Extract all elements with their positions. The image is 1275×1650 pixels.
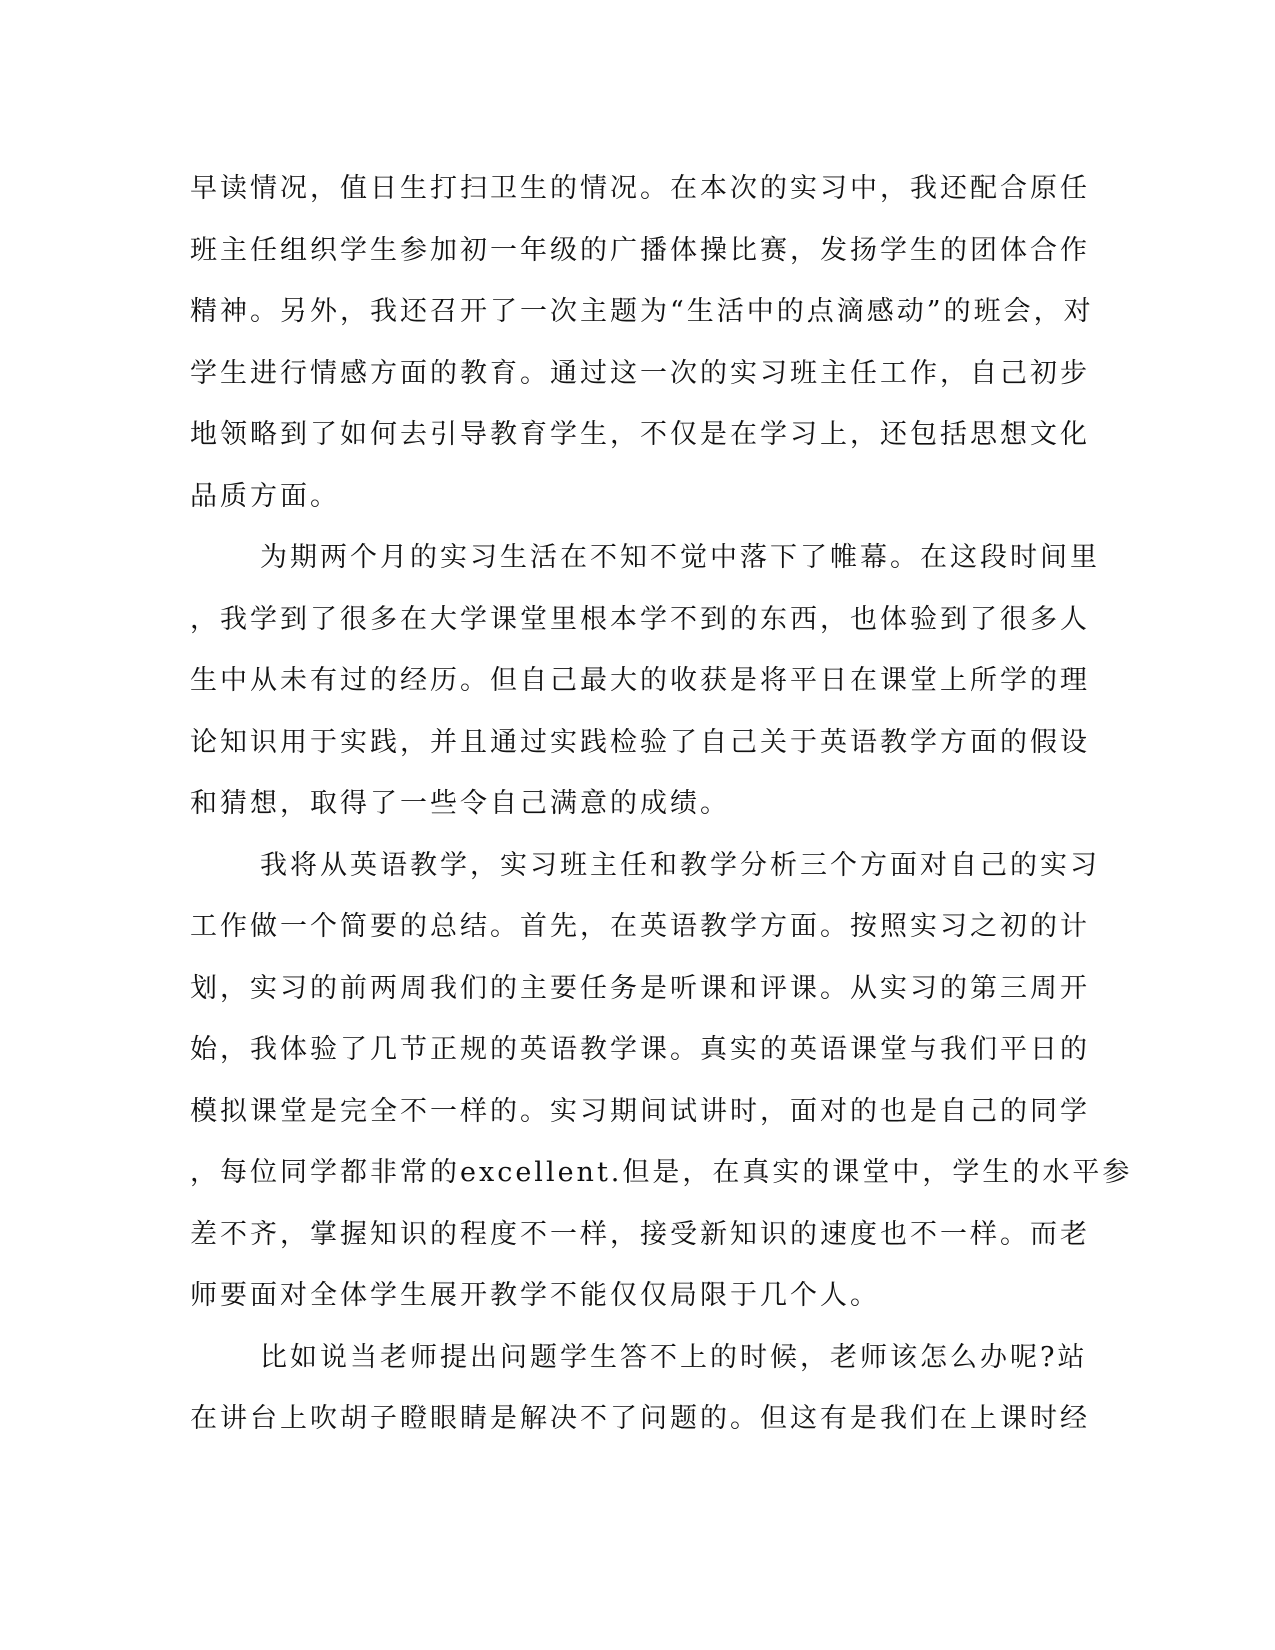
text-line: 模拟课堂是完全不一样的。实习期间试讲时，面对的也是自己的同学 <box>190 1095 1090 1127</box>
paragraph-first-line: 为期两个月的实习生活在不知不觉中落下了帷幕。在这段时间里 <box>260 542 1100 573</box>
text-line: 师要面对全体学生展开教学不能仅仅局限于几个人。 <box>190 1280 880 1311</box>
text-line: 划，实习的前两周我们的主要任务是听课和评课。从实习的第三周开 <box>190 972 1090 1004</box>
text-line: 精神。另外，我还召开了一次主题为“生活中的点滴感动”的班会，对 <box>190 296 1094 327</box>
paragraph-first-line: 比如说当老师提出问题学生答不上的时候，老师该怎么办呢?站 <box>260 1341 1088 1373</box>
body-text <box>190 158 1133 1450</box>
text-line: 学生进行情感方面的教育。通过这一次的实习班主任工作，自己初步 <box>190 357 1090 389</box>
text-line: ，每位同学都非常的excellent.但是，在真实的课堂中，学生的水平参 <box>190 1157 1133 1188</box>
text-line: 班主任组织学生参加初一年级的广播体操比赛，发扬学生的团体合作 <box>190 234 1090 266</box>
text-line: ，我学到了很多在大学课堂里根本学不到的东西，也体验到了很多人 <box>190 603 1090 635</box>
text-line: 始，我体验了几节正规的英语教学课。真实的英语课堂与我们平日的 <box>190 1034 1090 1065</box>
paragraph-first-line: 我将从英语教学，实习班主任和教学分析三个方面对自己的实习 <box>260 849 1100 881</box>
text-line: 和猜想，取得了一些令自己满意的成绩。 <box>190 788 730 819</box>
text-line: 品质方面。 <box>190 480 340 512</box>
text-line: 生中从未有过的经历。但自己最大的收获是将平日在课堂上所学的理 <box>190 665 1090 696</box>
text-line: 工作做一个简要的总结。首先，在英语教学方面。按照实习之初的计 <box>190 911 1090 942</box>
text-line: 在讲台上吹胡子瞪眼睛是解决不了问题的。但这有是我们在上课时经 <box>190 1403 1090 1434</box>
text-line: 差不齐，掌握知识的程度不一样，接受新知识的速度也不一样。而老 <box>190 1218 1090 1250</box>
text-line: 早读情况，值日生打扫卫生的情况。在本次的实习中，我还配合原任 <box>190 173 1090 204</box>
text-line: 论知识用于实践，并且通过实践检验了自己关于英语教学方面的假设 <box>190 726 1090 758</box>
text-line: 地领略到了如何去引导教育学生，不仅是在学习上，还包括思想文化 <box>190 419 1090 450</box>
